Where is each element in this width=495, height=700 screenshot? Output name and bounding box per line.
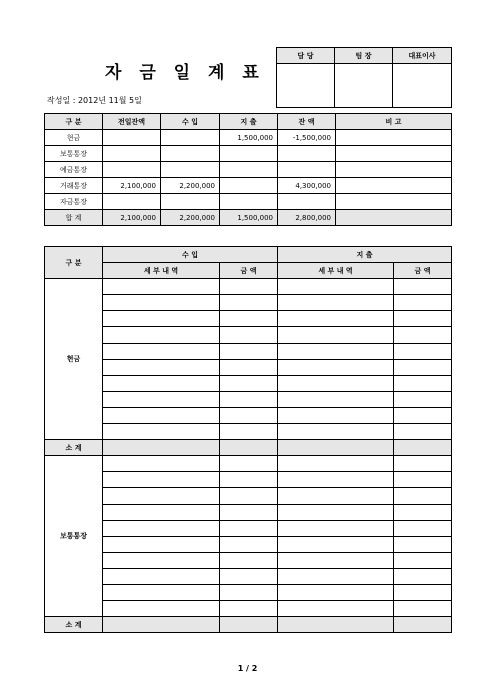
- expense-detail-cell[interactable]: [278, 472, 394, 488]
- summary-cell-label: 예금통장: [45, 162, 103, 178]
- summary-total-row: [45, 210, 452, 226]
- income-amount-cell[interactable]: [220, 601, 278, 617]
- income-detail-cell[interactable]: [103, 343, 220, 359]
- page-number: 1 / 2: [237, 664, 258, 673]
- income-detail-cell[interactable]: [103, 601, 220, 617]
- income-detail-cell[interactable]: [103, 311, 220, 327]
- detail-row: [45, 359, 452, 375]
- expense-detail-cell[interactable]: [278, 375, 394, 391]
- expense-detail-header: 세 부 내 역: [278, 263, 394, 279]
- expense-amount-cell[interactable]: [394, 407, 452, 423]
- detail-header-income: 수 입: [103, 247, 278, 263]
- income-amount-cell[interactable]: [220, 504, 278, 520]
- summary-cell-label: 거래통장: [45, 178, 103, 194]
- subtotal-income-amount-cell[interactable]: [220, 440, 278, 456]
- summary-cell-income[interactable]: [161, 146, 220, 162]
- summary-cell-prev[interactable]: 2,100,000: [103, 178, 161, 194]
- expense-amount-cell[interactable]: [394, 472, 452, 488]
- summary-cell-expense[interactable]: [220, 178, 278, 194]
- income-amount-cell[interactable]: [220, 391, 278, 407]
- total-label: 합 계: [45, 210, 103, 226]
- summary-cell-expense[interactable]: [220, 146, 278, 162]
- approval-label-ceo: 대표이사: [393, 48, 452, 64]
- income-amount-cell[interactable]: [220, 568, 278, 584]
- income-detail-cell[interactable]: [103, 536, 220, 552]
- expense-detail-cell[interactable]: [278, 568, 394, 584]
- expense-amount-cell[interactable]: [394, 279, 452, 295]
- income-amount-cell[interactable]: [220, 424, 278, 440]
- summary-cell-balance[interactable]: 4,300,000: [278, 178, 336, 194]
- summary-cell-expense[interactable]: 1,500,000: [220, 130, 278, 146]
- expense-amount-cell[interactable]: [394, 424, 452, 440]
- summary-header-prev: 전일잔액: [103, 114, 161, 130]
- income-amount-cell[interactable]: [220, 536, 278, 552]
- summary-header-balance: 잔 액: [278, 114, 336, 130]
- detail-row: [45, 536, 452, 552]
- total-expense: 1,500,000: [220, 210, 278, 226]
- income-detail-cell[interactable]: [103, 568, 220, 584]
- expense-detail-cell[interactable]: [278, 520, 394, 536]
- income-detail-cell[interactable]: [103, 327, 220, 343]
- expense-amount-cell[interactable]: [394, 327, 452, 343]
- detail-row: [45, 375, 452, 391]
- expense-amount-cell[interactable]: [394, 568, 452, 584]
- detail-header-expense: 지 출: [278, 247, 452, 263]
- detail-row: [45, 327, 452, 343]
- subtotal-expense-detail-cell[interactable]: [278, 440, 394, 456]
- expense-detail-cell[interactable]: [278, 391, 394, 407]
- summary-cell-income[interactable]: 2,200,000: [161, 178, 220, 194]
- date-text: 작성일 : 2012년 11월 5일: [47, 96, 142, 105]
- income-detail-cell[interactable]: [103, 472, 220, 488]
- summary-header-expense: 지 출: [220, 114, 278, 130]
- income-amount-cell[interactable]: [220, 311, 278, 327]
- summary-table: [44, 113, 452, 226]
- income-amount-cell[interactable]: [220, 520, 278, 536]
- summary-row: [45, 130, 452, 146]
- expense-amount-cell[interactable]: [394, 601, 452, 617]
- expense-detail-cell[interactable]: [278, 584, 394, 600]
- income-detail-header: 세 부 내 역: [103, 263, 220, 279]
- income-amount-cell[interactable]: [220, 295, 278, 311]
- detail-row: [45, 456, 452, 472]
- summary-header-category: 구 분: [45, 114, 103, 130]
- summary-cell-balance[interactable]: [278, 146, 336, 162]
- income-detail-cell[interactable]: [103, 520, 220, 536]
- summary-cell-prev[interactable]: [103, 146, 161, 162]
- summary-cell-note[interactable]: [336, 162, 452, 178]
- page-title: 자 금 일 계 표: [105, 63, 265, 83]
- income-amount-cell[interactable]: [220, 407, 278, 423]
- detail-row: [45, 488, 452, 504]
- expense-amount-cell[interactable]: [394, 311, 452, 327]
- subtotal-expense-detail-cell[interactable]: [278, 617, 394, 633]
- expense-amount-cell[interactable]: [394, 536, 452, 552]
- summary-cell-label: 현금: [45, 130, 103, 146]
- summary-row: [45, 194, 452, 210]
- income-detail-cell[interactable]: [103, 295, 220, 311]
- expense-amount-header: 금 액: [394, 263, 452, 279]
- summary-cell-note[interactable]: [336, 178, 452, 194]
- income-amount-cell[interactable]: [220, 375, 278, 391]
- income-detail-cell[interactable]: [103, 488, 220, 504]
- summary-cell-balance[interactable]: [278, 162, 336, 178]
- summary-cell-note[interactable]: [336, 146, 452, 162]
- detail-header-category: 구 분: [45, 247, 103, 279]
- income-detail-cell[interactable]: [103, 359, 220, 375]
- summary-cell-prev[interactable]: [103, 162, 161, 178]
- summary-cell-balance[interactable]: [278, 194, 336, 210]
- expense-amount-cell[interactable]: [394, 520, 452, 536]
- summary-cell-note[interactable]: [336, 194, 452, 210]
- expense-amount-cell[interactable]: [394, 359, 452, 375]
- summary-row: [45, 162, 452, 178]
- expense-detail-cell[interactable]: [278, 536, 394, 552]
- total-note: [336, 210, 452, 226]
- income-detail-cell[interactable]: [103, 391, 220, 407]
- summary-cell-label: 보통통장: [45, 146, 103, 162]
- total-income: 2,200,000: [161, 210, 220, 226]
- income-detail-cell[interactable]: [103, 375, 220, 391]
- income-detail-cell[interactable]: [103, 504, 220, 520]
- expense-detail-cell[interactable]: [278, 295, 394, 311]
- expense-amount-cell[interactable]: [394, 584, 452, 600]
- expense-detail-cell[interactable]: [278, 601, 394, 617]
- expense-detail-cell[interactable]: [278, 407, 394, 423]
- detail-row: [45, 504, 452, 520]
- subtotal-label: 소 계: [45, 617, 103, 633]
- approval-label-manager: 팀 장: [335, 48, 393, 64]
- expense-amount-cell[interactable]: [394, 375, 452, 391]
- detail-row: [45, 472, 452, 488]
- expense-detail-cell[interactable]: [278, 552, 394, 568]
- expense-detail-cell[interactable]: [278, 343, 394, 359]
- summary-cell-label: 자금통장: [45, 194, 103, 210]
- income-amount-cell[interactable]: [220, 552, 278, 568]
- subtotal-income-detail-cell[interactable]: [103, 440, 220, 456]
- summary-cell-note[interactable]: [336, 130, 452, 146]
- approval-sign-staff[interactable]: [277, 64, 335, 108]
- expense-amount-cell[interactable]: [394, 552, 452, 568]
- summary-cell-prev[interactable]: [103, 194, 161, 210]
- summary-cell-prev[interactable]: [103, 130, 161, 146]
- income-detail-cell[interactable]: [103, 424, 220, 440]
- section-label: 보통통장: [45, 456, 103, 617]
- income-amount-cell[interactable]: [220, 472, 278, 488]
- detail-row: [45, 584, 452, 600]
- detail-row: [45, 407, 452, 423]
- expense-detail-cell[interactable]: [278, 327, 394, 343]
- section-label: 현금: [45, 279, 103, 440]
- income-amount-cell[interactable]: [220, 279, 278, 295]
- subtotal-income-amount-cell[interactable]: [220, 617, 278, 633]
- summary-cell-income[interactable]: [161, 162, 220, 178]
- summary-cell-income[interactable]: [161, 130, 220, 146]
- expense-amount-cell[interactable]: [394, 456, 452, 472]
- expense-detail-cell[interactable]: [278, 311, 394, 327]
- expense-detail-cell[interactable]: [278, 504, 394, 520]
- total-balance: 2,800,000: [278, 210, 336, 226]
- approval-sign-ceo[interactable]: [393, 64, 452, 108]
- expense-amount-cell[interactable]: [394, 504, 452, 520]
- detail-row: [45, 520, 452, 536]
- detail-row: [45, 295, 452, 311]
- summary-header-income: 수 입: [161, 114, 220, 130]
- subtotal-expense-amount-cell[interactable]: [394, 617, 452, 633]
- summary-cell-expense[interactable]: [220, 194, 278, 210]
- subtotal-row: [45, 440, 452, 456]
- subtotal-row: [45, 617, 452, 633]
- approval-sign-manager[interactable]: [335, 64, 393, 108]
- subtotal-income-detail-cell[interactable]: [103, 617, 220, 633]
- approval-label-staff: 담 당: [277, 48, 335, 64]
- total-prev: 2,100,000: [103, 210, 161, 226]
- expense-detail-cell[interactable]: [278, 279, 394, 295]
- approval-table: [276, 47, 452, 108]
- income-amount-cell[interactable]: [220, 488, 278, 504]
- subtotal-expense-amount-cell[interactable]: [394, 440, 452, 456]
- income-detail-cell[interactable]: [103, 584, 220, 600]
- detail-row: [45, 279, 452, 295]
- summary-cell-balance[interactable]: -1,500,000: [278, 130, 336, 146]
- detail-row: [45, 311, 452, 327]
- income-detail-cell[interactable]: [103, 456, 220, 472]
- subtotal-label: 소 계: [45, 440, 103, 456]
- income-amount-cell[interactable]: [220, 327, 278, 343]
- summary-cell-expense[interactable]: [220, 162, 278, 178]
- detail-row: [45, 424, 452, 440]
- summary-header-note: 비 고: [336, 114, 452, 130]
- summary-row: [45, 146, 452, 162]
- income-amount-cell[interactable]: [220, 343, 278, 359]
- expense-detail-cell[interactable]: [278, 456, 394, 472]
- summary-cell-income[interactable]: [161, 194, 220, 210]
- detail-row: [45, 568, 452, 584]
- detail-row: [45, 601, 452, 617]
- income-detail-cell[interactable]: [103, 552, 220, 568]
- income-amount-cell[interactable]: [220, 584, 278, 600]
- summary-row: [45, 178, 452, 194]
- detail-row: [45, 343, 452, 359]
- expense-amount-cell[interactable]: [394, 343, 452, 359]
- expense-amount-cell[interactable]: [394, 488, 452, 504]
- expense-detail-cell[interactable]: [278, 488, 394, 504]
- income-detail-cell[interactable]: [103, 407, 220, 423]
- income-amount-cell[interactable]: [220, 359, 278, 375]
- income-amount-header: 금 액: [220, 263, 278, 279]
- expense-detail-cell[interactable]: [278, 424, 394, 440]
- income-detail-cell[interactable]: [103, 279, 220, 295]
- income-amount-cell[interactable]: [220, 456, 278, 472]
- detail-row: [45, 552, 452, 568]
- expense-amount-cell[interactable]: [394, 295, 452, 311]
- expense-amount-cell[interactable]: [394, 391, 452, 407]
- detail-row: [45, 391, 452, 407]
- expense-detail-cell[interactable]: [278, 359, 394, 375]
- detail-table: [44, 246, 452, 633]
